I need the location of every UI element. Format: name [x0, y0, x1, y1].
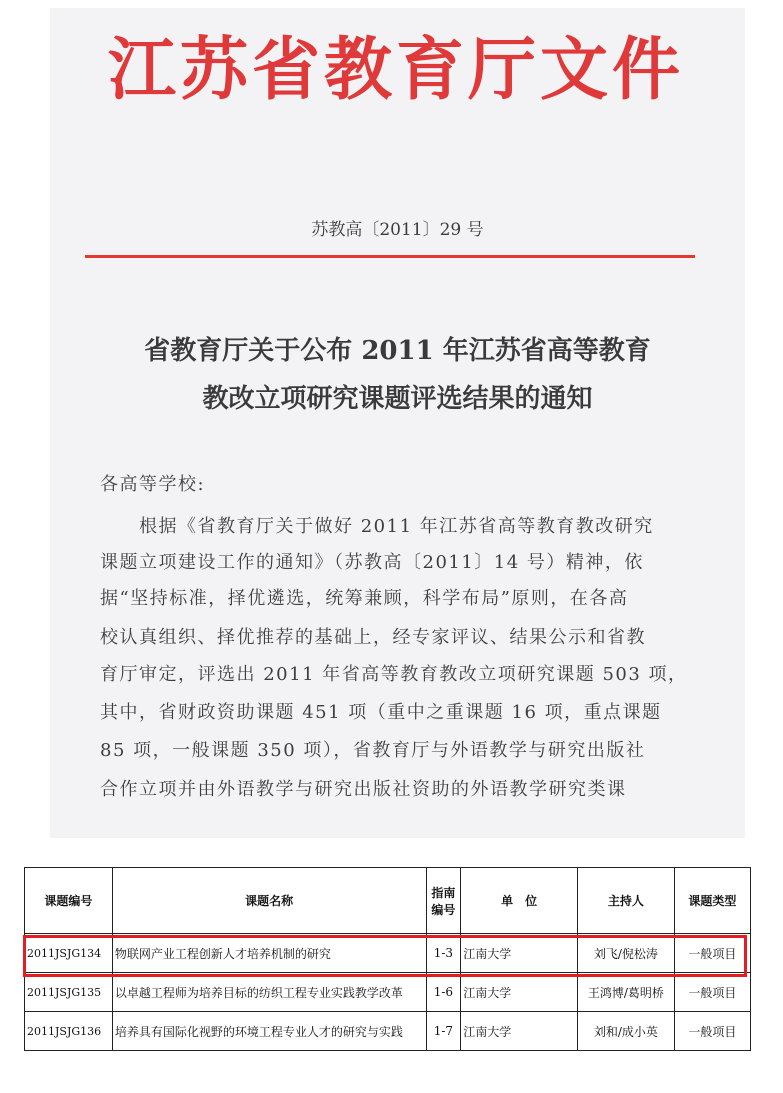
notice-title-line-1: 省教育厅关于公布 2011 年江苏省高等教育 [144, 336, 651, 366]
cell-code: 2011JSJG134 [25, 934, 113, 973]
cell-host: 刘和/成小英 [577, 1012, 674, 1051]
cell-type: 一般项目 [674, 973, 750, 1012]
document-number: 苏教高〔2011〕29 号 [311, 220, 484, 240]
header-name: 课题名称 [112, 868, 426, 934]
cell-unit: 江南大学 [461, 1012, 578, 1051]
body-line: 合作立项并由外语教学与研究出版社资助的外语教学研究类课 [100, 779, 627, 800]
header-host: 主持人 [577, 868, 674, 934]
document-header-title: 江苏省教育厅文件 [108, 30, 685, 110]
header-guide: 指南编号 [426, 868, 461, 934]
table-header-row [25, 868, 751, 934]
header-code: 课题编号 [25, 868, 113, 934]
notice-title-line-2: 教改立项研究课题评选结果的通知 [202, 384, 593, 414]
body-line: 据“坚持标准，择优遴选，统筹兼顾，科学布局”原则，在各高 [100, 588, 629, 609]
cell-unit: 江南大学 [461, 973, 578, 1012]
cell-guide: 1-7 [426, 1012, 461, 1051]
body-line: 课题立项建设工作的通知》（苏教高〔2011〕14 号）精神，依 [100, 552, 644, 573]
table-row [25, 973, 751, 1012]
cell-type: 一般项目 [674, 934, 750, 973]
body-line: 育厅审定，评选出 2011 年省高等教育教改立项研究课题 503 项， [100, 664, 688, 685]
scanned-document [50, 8, 745, 838]
table-row [25, 1012, 751, 1051]
cell-type: 一般项目 [674, 1012, 750, 1051]
red-divider [85, 255, 695, 258]
cell-host: 王鸿博/葛明桥 [577, 973, 674, 1012]
cell-code: 2011JSJG135 [25, 973, 113, 1012]
body-line: 各高等学校: [100, 474, 206, 495]
cell-guide: 1-6 [426, 973, 461, 1012]
header-unit: 单 位 [461, 868, 578, 934]
cell-guide: 1-3 [426, 934, 461, 973]
body-line: 根据《省教育厅关于做好 2011 年江苏省高等教育教改研究 [100, 516, 654, 537]
body-line: 其中，省财政资助课题 451 项（重中之重课题 16 项，重点课题 [100, 702, 662, 723]
cell-code: 2011JSJG136 [25, 1012, 113, 1051]
header-type: 课题类型 [674, 868, 750, 934]
cell-host: 刘飞/倪松涛 [577, 934, 674, 973]
cell-name: 以卓越工程师为培养目标的纺织工程专业实践教学改革 [112, 973, 426, 1012]
body-line: 85 项，一般课题 350 项），省教育厅与外语教学与研究出版社 [100, 740, 646, 761]
body-line: 校认真组织、择优推荐的基础上，经专家评议、结果公示和省教 [100, 627, 646, 648]
cell-unit: 江南大学 [461, 934, 578, 973]
cell-name: 物联网产业工程创新人才培养机制的研究 [112, 934, 426, 973]
row-highlight-box [23, 935, 747, 977]
cell-name: 培养具有国际化视野的环境工程专业人才的研究与实践 [112, 1012, 426, 1051]
